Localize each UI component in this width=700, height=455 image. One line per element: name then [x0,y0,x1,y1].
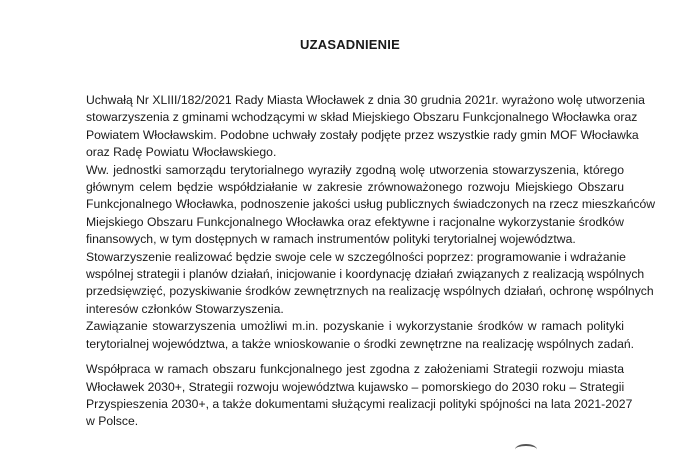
paragraph [86,361,633,431]
text-line: Włocławek 2030+, Strategii rozwoju województwa kujawsko – pomorskiego do 2030 roku – Strategii [86,379,625,394]
text-line: wspólnej strategii i planów działań, inicjowanie i koordynację działań związanych z realizacją wspólnych [86,267,645,282]
text-line: Współpraca w ramach obszaru funkcjonalnego jest zgodna z założeniami Strategii rozwoju miasta [86,362,624,377]
paragraph [86,249,654,319]
text-line: Funkcjonalnego Włocławka, podnoszenie jakości usług publicznych świadczonych na rzecz mieszkańców [86,197,656,212]
text-line: Uchwałą Nr XLIII/182/2021 Rady Miasta Włocławek z dnia 30 grudnia 2021r. wyrażono wolę utworzenia [86,93,645,107]
text-line: terytorialnej województwa, a także wnioskowanie o środki zewnętrzne na realizację wspólnych zadań. [86,336,635,351]
text-line: Stowarzyszenie realizować będzie swoje cele w szczególności poprzez: programowanie i wdrażanie [86,249,626,264]
paragraph [86,92,645,162]
text-line: stowarzyszenia z gminami wchodzącymi w skład Miejskiego Obszaru Funkcjonalnego Włocławka oraz [86,110,638,125]
text-line: Miejskiego Obszaru Funkcjonalnego Włocławka oraz efektywne i racjonalne wykorzystanie środków [86,214,624,229]
text-line: Zawiązanie stowarzyszenia umożliwi m.in. pozyskanie i wykorzystanie środków w ramach polityki [86,319,624,334]
text-line: finansowych, w tym dostępnych w ramach instrumentów polityki terytorialnej województwa. [86,232,576,247]
text-line: Przyspieszenia 2030+, a także dokumentami służącymi realizacji polityki spójności na lata 2021-2027 [86,396,633,411]
handwritten-mark [515,444,537,455]
paragraph-spacer [86,353,624,361]
text-line: interesów członków Stowarzyszenia. [86,301,284,316]
text-line: w Polsce. [86,414,139,429]
text-line: Powiatem Włocławskim. Podobne uchwały zostały podjęte przez wszystkie rady gmin MOF Włocławka [86,127,639,142]
paragraph [86,318,635,353]
text-line: Ww. jednostki samorządu terytorialnego wyraziły zgodną wolę utworzenia stowarzyszenia, którego [86,162,624,177]
document-title: UZASADNIENIE [300,37,400,52]
text-line: oraz Radę Powiatu Włocławskiego. [86,145,277,160]
document-body [86,92,656,431]
text-line: przedsięwzięć, pozyskiwanie środków zewnętrznych na realizację wspólnych działań, ochronę wspólnych [86,284,654,299]
paragraph [86,162,656,249]
text-line: głównym celem będzie współdziałanie w zakresie zrównoważonego rozwoju Miejskiego Obszaru [86,180,624,195]
